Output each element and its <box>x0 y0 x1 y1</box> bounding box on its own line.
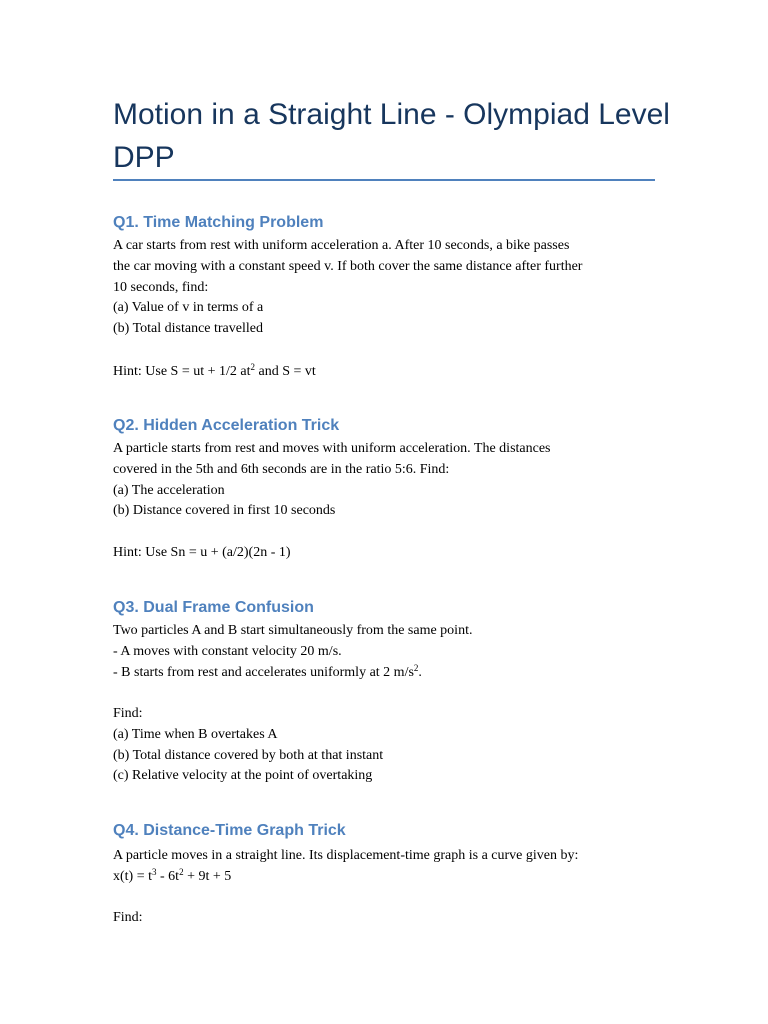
q4-heading: Q4. Distance-Time Graph Trick <box>113 822 346 839</box>
q2-hint-text: Hint: Use Sn = u + (a/2)(2n - 1) <box>113 545 291 560</box>
q3-line: - A moves with constant velocity 20 m/s. <box>113 643 342 659</box>
title-divider <box>113 179 655 181</box>
q1-line: (a) Value of v in terms of a <box>113 300 264 316</box>
q1-hint-text: Hint: Use S = ut + 1/2 at <box>113 364 251 379</box>
q3-heading: Q3. Dual Frame Confusion <box>113 599 314 616</box>
q1-hint <box>113 362 673 383</box>
q3-find-line: (c) Relative velocity at the point of overtaking <box>113 768 373 784</box>
q3-line-b: - B starts from rest and accelerates uniformly at 2 $m/s^2$. <box>113 662 422 680</box>
q1-line: (b) Total distance travelled <box>113 321 263 337</box>
q1-line: A car starts from rest with uniform acceleration a. After 10 seconds, a bike passes <box>113 238 570 253</box>
q4-find-line: Find: <box>113 910 143 925</box>
q3-find <box>113 704 673 787</box>
q1-hint-exponent: 2 <box>250 362 256 372</box>
q2-line: A particle starts from rest and moves with uniform acceleration. The distances <box>113 441 551 456</box>
q1-line: the car moving with a constant speed v. If both cover the same distance after further <box>113 258 583 274</box>
q3-body <box>113 621 673 683</box>
q4-line: A particle moves in a straight line. Its displacement-time graph is a curve given by: <box>113 848 579 863</box>
q2-line: covered in the 5th and 6th seconds are in the ratio 5:6. Find: <box>113 461 450 477</box>
q2-heading: Q2. Hidden Acceleration Trick <box>113 417 340 434</box>
q3-find-line: Find: <box>113 706 143 721</box>
q1-body <box>113 236 673 340</box>
q2-hint <box>113 543 673 564</box>
q1-heading: Q1. Time Matching Problem <box>113 214 324 231</box>
q3-find-line: (a) Time when B overtakes A <box>113 726 278 742</box>
q1-hint-text-end: and S = vt <box>255 364 316 379</box>
q3-exponent: 2 <box>413 662 419 673</box>
document-title: Motion in a Straight Line - Olympiad Level DPP <box>113 98 670 174</box>
q2-line: (b) Distance covered in first 10 seconds <box>113 503 336 519</box>
q2-line: (a) The acceleration <box>113 482 225 498</box>
q4-equation: $x(t) = t^3 - 6t^2 + 9t + 5$ <box>113 866 232 884</box>
q1-line: 10 seconds, find: <box>113 279 209 295</box>
q3-find-line: (b) Total distance covered by both at that instant <box>113 747 384 763</box>
q3-line: Two particles A and B start simultaneously from the same point. <box>113 623 473 638</box>
q2-body <box>113 439 673 522</box>
q4-find <box>113 908 673 929</box>
q4-body <box>113 846 673 888</box>
